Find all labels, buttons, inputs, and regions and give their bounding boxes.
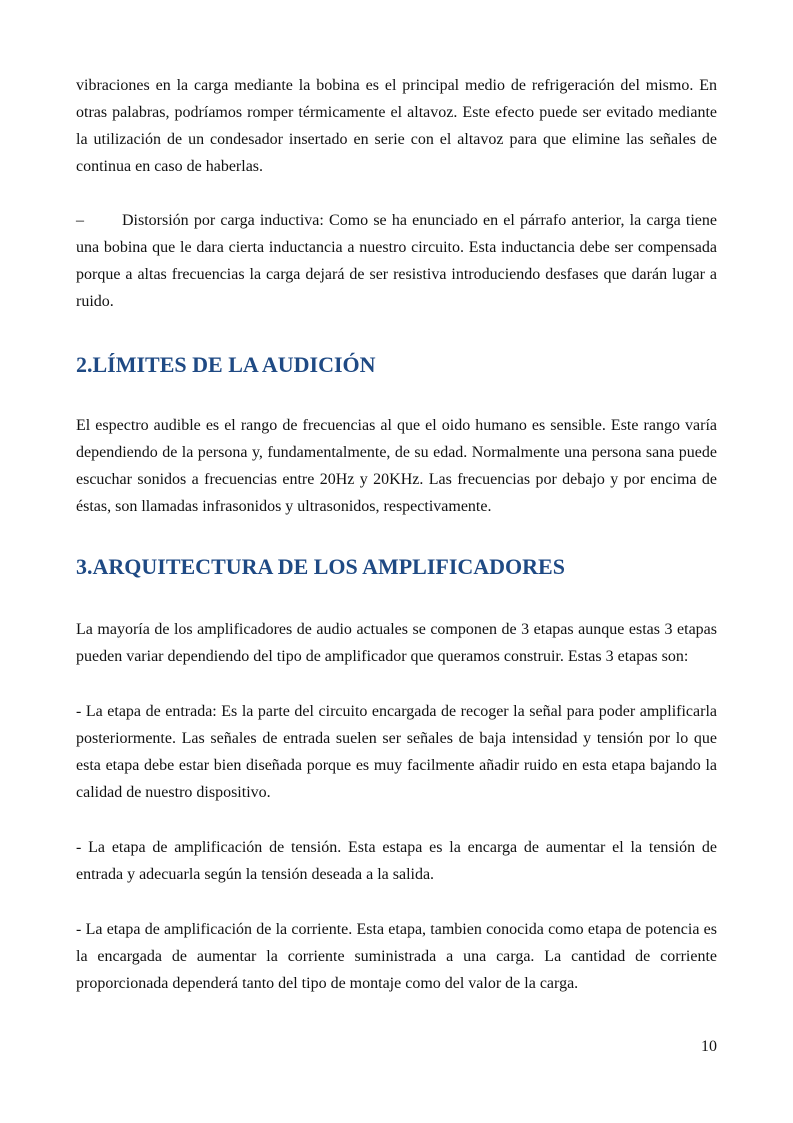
paragraph-audible-spectrum: El espectro audible es el rango de frecuencias al que el oido humano es sensible. Este rango varía dependiendo de la persona y, fundamentalmente, de su edad. Normalmente una persona sana puede escuchar sonidos a frecuencias entre 20Hz y 20KHz. Las frecuencias por debajo y por encima de éstas, son llamadas infrasonidos y ultrasonidos, respectivamente. bbox=[76, 417, 717, 515]
bullet-dash: – bbox=[76, 212, 84, 229]
page-number: 10 bbox=[701, 1038, 717, 1055]
paragraph-input-stage: - La etapa de entrada: Es la parte del circuito encargada de recoger la señal para poder amplificarla posteriormente. Las señales de entrada suelen ser señales de baja intensidad y tensión por lo que esta etapa debe estar bien diseñada porque es muy facilmente añadir ruido en esta etapa bajando la calidad de nuestro dispositivo. bbox=[76, 703, 717, 801]
paragraph-current-stage: - La etapa de amplificación de la corriente. Esta etapa, tambien conocida como etapa de potencia es la encargada de aumentar la corriente suministrada a una carga. La cantidad de corriente proporcionada dependerá tanto del tipo de montaje como del valor de la carga. bbox=[76, 921, 717, 992]
section-heading-arquitectura: 3.ARQUITECTURA DE LOS AMPLIFICADORES bbox=[76, 554, 565, 579]
section-heading-limites-audicion: 2.LÍMITES DE LA AUDICIÓN bbox=[76, 352, 376, 377]
paragraph-voltage-stage: - La etapa de amplificación de tensión. Esta estapa es la encarga de aumentar el la tensión de entrada y adecuarla según la tensión deseada a la salida. bbox=[76, 839, 717, 883]
paragraph-text: Distorsión por carga inductiva: Como se ha enunciado en el párrafo anterior, la carga tiene una bobina que le dara cierta inductancia a nuestro circuito. Esta inductancia debe ser compensada porque a altas frecuencias la carga dejará de ser resistiva introduciendo desfases que darán lugar a ruido. bbox=[76, 212, 717, 310]
paragraph-stages-intro: La mayoría de los amplificadores de audio actuales se componen de 3 etapas aunque estas 3 etapas pueden variar dependiendo del tipo de amplificador que queramos construir. Estas 3 etapas son: bbox=[76, 621, 717, 665]
paragraph-inductive-distortion bbox=[76, 207, 717, 315]
paragraph-refrigeration: vibraciones en la carga mediante la bobina es el principal medio de refrigeración del mismo. En otras palabras, podríamos romper térmicamente el altavoz. Este efecto puede ser evitado mediante la utilización de un condesador insertado en serie con el altavoz para que elimine las señales de continua en caso de haberlas. bbox=[76, 77, 717, 175]
